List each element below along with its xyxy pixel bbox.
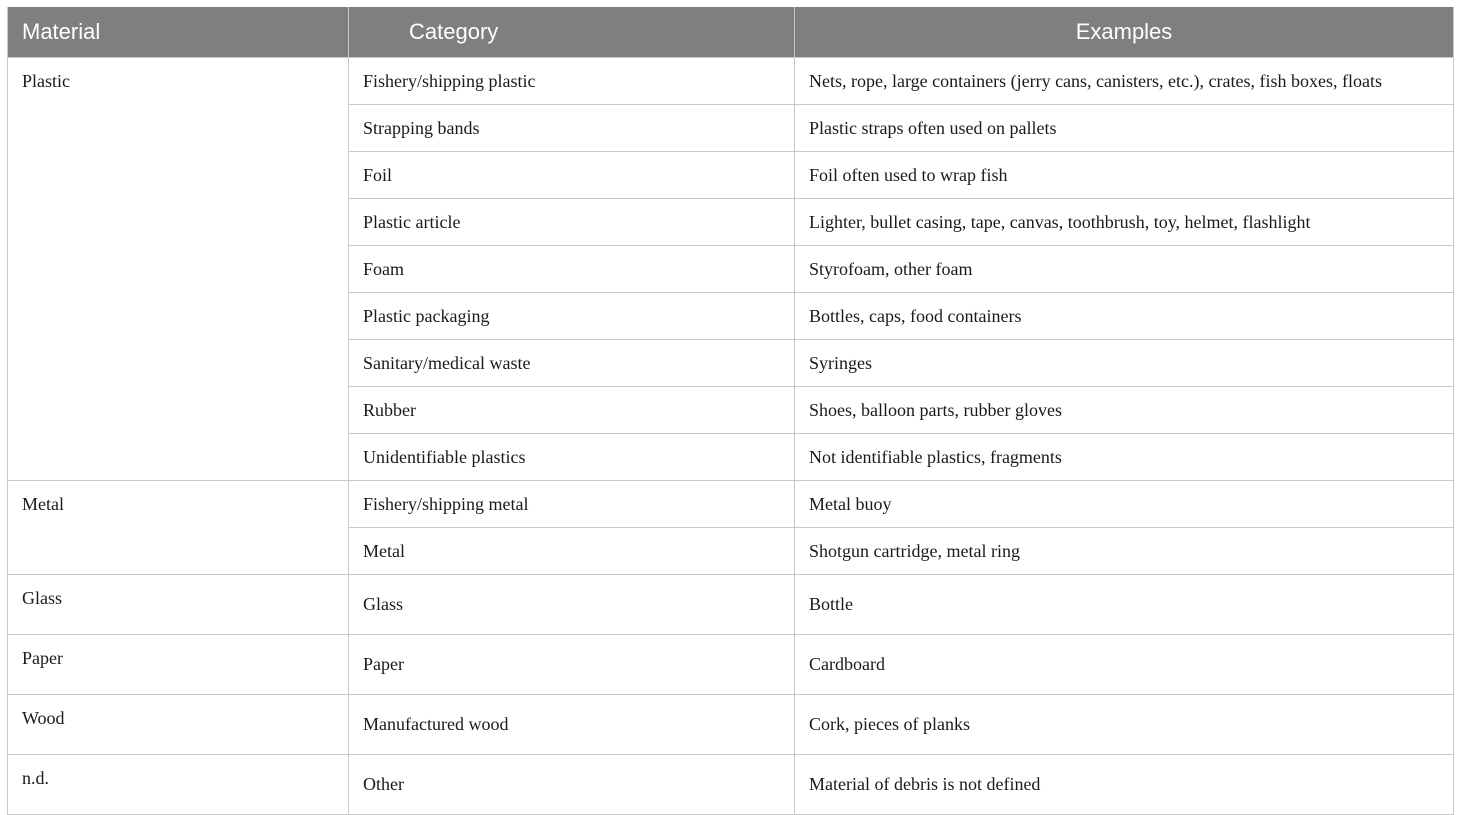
material-cell: Glass (8, 575, 349, 635)
category-cell: Plastic article (349, 199, 795, 246)
examples-cell: Plastic straps often used on pallets (795, 105, 1454, 152)
category-cell: Sanitary/medical waste (349, 340, 795, 387)
examples-cell: Bottle (795, 575, 1454, 635)
category-cell: Manufactured wood (349, 695, 795, 755)
material-cell: Paper (8, 635, 349, 695)
examples-cell: Syringes (795, 340, 1454, 387)
header-material: Material (8, 7, 349, 58)
table-row (8, 575, 1454, 635)
category-cell: Other (349, 755, 795, 815)
category-cell: Fishery/shipping metal (349, 481, 795, 528)
examples-cell: Cork, pieces of planks (795, 695, 1454, 755)
table-row (8, 755, 1454, 815)
table-row (8, 635, 1454, 695)
category-cell: Rubber (349, 387, 795, 434)
table-row (8, 481, 1454, 528)
category-cell: Foam (349, 246, 795, 293)
category-cell: Fishery/shipping plastic (349, 58, 795, 105)
header-row (8, 7, 1454, 58)
examples-cell: Nets, rope, large containers (jerry cans, canisters, etc.), crates, fish boxes, floats (795, 58, 1454, 105)
material-cell: Plastic (8, 58, 349, 481)
debris-classification-table (7, 7, 1454, 815)
debris-classification-table-wrap (7, 7, 1453, 815)
material-cell: Metal (8, 481, 349, 575)
table-body (8, 58, 1454, 815)
table-row (8, 695, 1454, 755)
examples-cell: Shotgun cartridge, metal ring (795, 528, 1454, 575)
category-cell: Plastic packaging (349, 293, 795, 340)
category-cell: Strapping bands (349, 105, 795, 152)
examples-cell: Styrofoam, other foam (795, 246, 1454, 293)
category-cell: Unidentifiable plastics (349, 434, 795, 481)
examples-cell: Material of debris is not defined (795, 755, 1454, 815)
table-header (8, 7, 1454, 58)
table-row (8, 58, 1454, 105)
examples-cell: Bottles, caps, food containers (795, 293, 1454, 340)
examples-cell: Foil often used to wrap fish (795, 152, 1454, 199)
header-examples: Examples (795, 7, 1454, 58)
category-cell: Metal (349, 528, 795, 575)
material-cell: Wood (8, 695, 349, 755)
examples-cell: Shoes, balloon parts, rubber gloves (795, 387, 1454, 434)
examples-cell: Not identifiable plastics, fragments (795, 434, 1454, 481)
examples-cell: Cardboard (795, 635, 1454, 695)
material-cell: n.d. (8, 755, 349, 815)
category-cell: Paper (349, 635, 795, 695)
examples-cell: Metal buoy (795, 481, 1454, 528)
header-category: Category (349, 7, 795, 58)
category-cell: Foil (349, 152, 795, 199)
category-cell: Glass (349, 575, 795, 635)
examples-cell: Lighter, bullet casing, tape, canvas, toothbrush, toy, helmet, flashlight (795, 199, 1454, 246)
